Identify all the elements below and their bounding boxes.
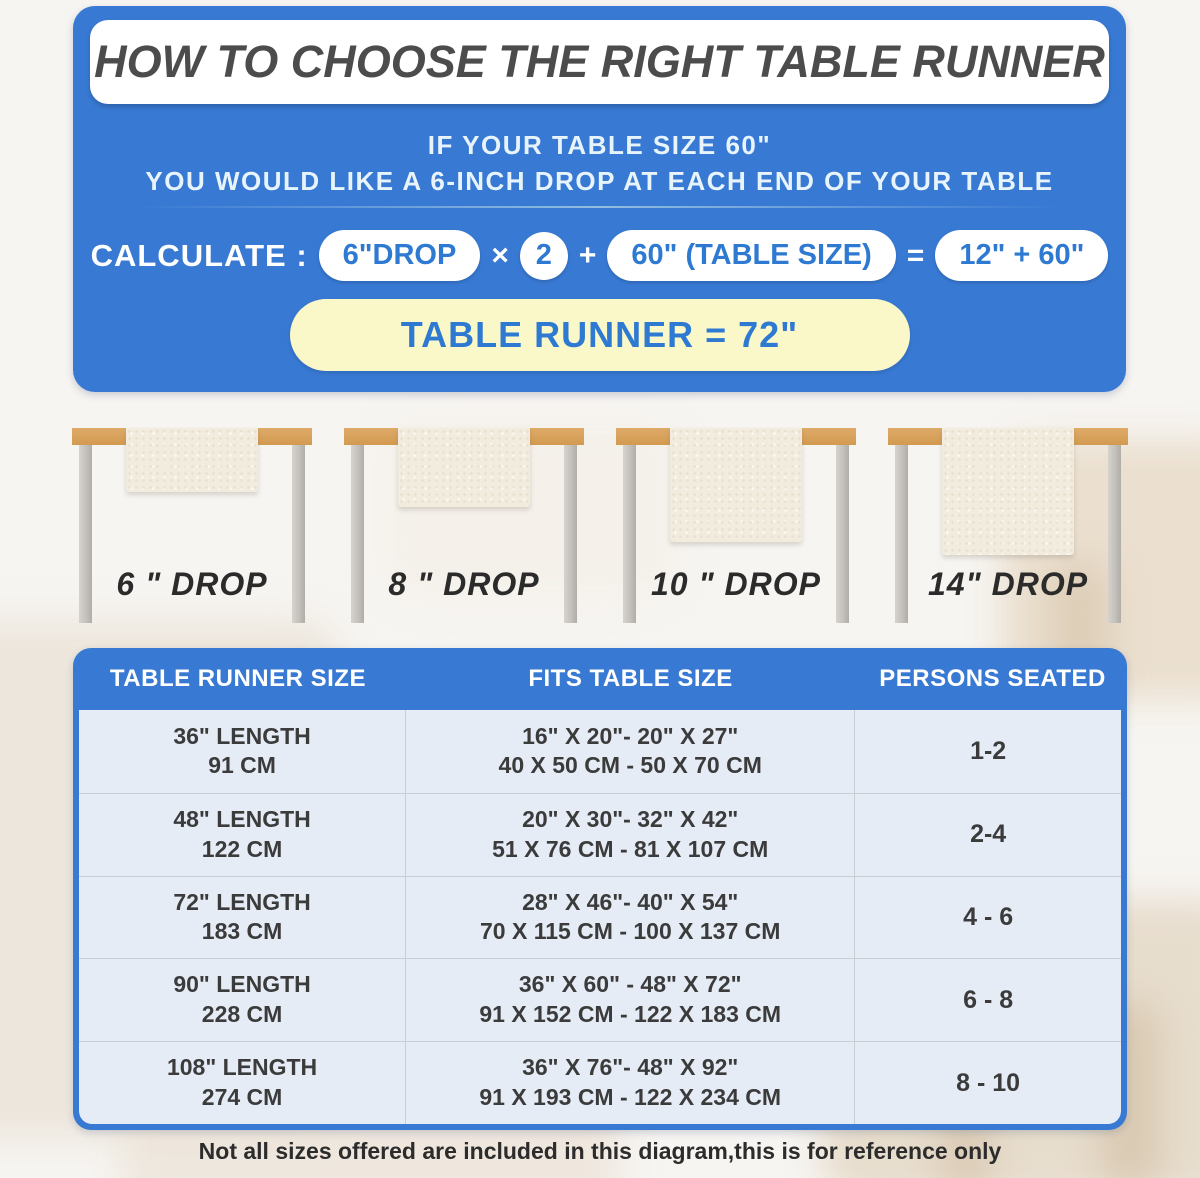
- table-row: [79, 710, 1121, 793]
- runner-graphic: [670, 428, 802, 542]
- table-row: [79, 958, 1121, 1041]
- divider-line: [136, 206, 1063, 208]
- runner-size: 36" LENGTH: [173, 722, 311, 749]
- column-header-persons: PERSONS SEATED: [879, 665, 1106, 692]
- runner-graphic: [126, 428, 258, 492]
- runner-graphic: [942, 428, 1074, 555]
- table-illustration-6in: [72, 428, 312, 624]
- table-row: [79, 793, 1121, 876]
- persons-seated: 1-2: [970, 737, 1007, 766]
- fits-size-cm: 70 X 115 CM - 100 X 137 CM: [479, 918, 781, 945]
- drop-label: 6 " DROP: [116, 566, 268, 602]
- fits-size: 16" X 20"- 20" X 27": [522, 722, 739, 749]
- table-size-pill: 60" (TABLE SIZE): [607, 230, 895, 281]
- multiply-sign: ×: [491, 238, 509, 272]
- fits-size: 36" X 60" - 48" X 72": [518, 971, 742, 998]
- fits-size: 28" X 46"- 40" X 54": [522, 888, 739, 915]
- subtitle-line2: YOU WOULD LIKE A 6-INCH DROP AT EACH END OF YOUR TABLE: [145, 166, 1054, 196]
- runner-size: 72" LENGTH: [173, 888, 311, 915]
- table-row: [79, 876, 1121, 959]
- calculation-row: [73, 230, 1126, 281]
- drop-value-pill: 6"DROP: [319, 230, 481, 281]
- fits-size-cm: 91 X 193 CM - 122 X 234 CM: [479, 1084, 782, 1111]
- table-illustration-8in: [344, 428, 584, 624]
- runner-size: 108" LENGTH: [166, 1054, 318, 1081]
- drop-label: 14" DROP: [927, 566, 1089, 602]
- runner-size: 90" LENGTH: [173, 971, 311, 998]
- column-header-fits-table: FITS TABLE SIZE: [528, 665, 733, 692]
- fits-size: 20" X 30"- 32" X 42": [522, 805, 739, 832]
- runner-graphic: [398, 428, 530, 507]
- size-reference-panel: [73, 648, 1127, 1130]
- calculate-label: CALCULATE :: [90, 237, 308, 273]
- table-illustration-14in: [888, 428, 1128, 624]
- title-banner: [90, 20, 1109, 104]
- drop-label: 8 " DROP: [388, 566, 540, 602]
- table-row: [79, 1041, 1121, 1124]
- runner-size-cm: 91 CM: [208, 752, 276, 779]
- table-illustration-10in: [616, 428, 856, 624]
- persons-seated: 4 - 6: [963, 903, 1014, 932]
- runner-size: 48" LENGTH: [173, 805, 311, 832]
- result-text: TABLE RUNNER = 72": [400, 314, 799, 355]
- column-header-runner-size: TABLE RUNNER SIZE: [109, 665, 366, 692]
- runner-size-cm: 122 CM: [201, 835, 283, 862]
- fits-size-cm: 91 X 152 CM - 122 X 183 CM: [479, 1001, 782, 1028]
- fits-size: 36" X 76"- 48" X 92": [522, 1054, 739, 1081]
- sum-pill: 12" + 60": [935, 230, 1108, 281]
- runner-size-cm: 274 CM: [201, 1084, 283, 1111]
- persons-seated: 2-4: [970, 820, 1007, 849]
- multiplier-circle: 2: [520, 232, 568, 280]
- page-title: HOW TO CHOOSE THE RIGHT TABLE RUNNER: [94, 36, 1105, 87]
- persons-seated: 6 - 8: [963, 986, 1014, 1015]
- runner-size-cm: 228 CM: [201, 1001, 283, 1028]
- runner-size-cm: 183 CM: [201, 918, 283, 945]
- drop-label: 10 " DROP: [651, 566, 821, 602]
- drop-illustrations: [72, 428, 1128, 624]
- size-table-header: [73, 648, 1127, 710]
- equals-sign: =: [906, 238, 925, 272]
- persons-seated: 8 - 10: [956, 1068, 1021, 1097]
- instruction-panel: [73, 6, 1126, 392]
- size-table-body: [79, 710, 1121, 1124]
- result-pill: [290, 299, 910, 371]
- fits-size-cm: 51 X 76 CM - 81 X 107 CM: [492, 835, 769, 862]
- plus-sign: +: [578, 238, 597, 272]
- reference-disclaimer: Not all sizes offered are included in this diagram,this is for reference only: [198, 1138, 1002, 1164]
- subtitle-line1: IF YOUR TABLE SIZE 60": [427, 130, 772, 160]
- fits-size-cm: 40 X 50 CM - 50 X 70 CM: [498, 752, 762, 779]
